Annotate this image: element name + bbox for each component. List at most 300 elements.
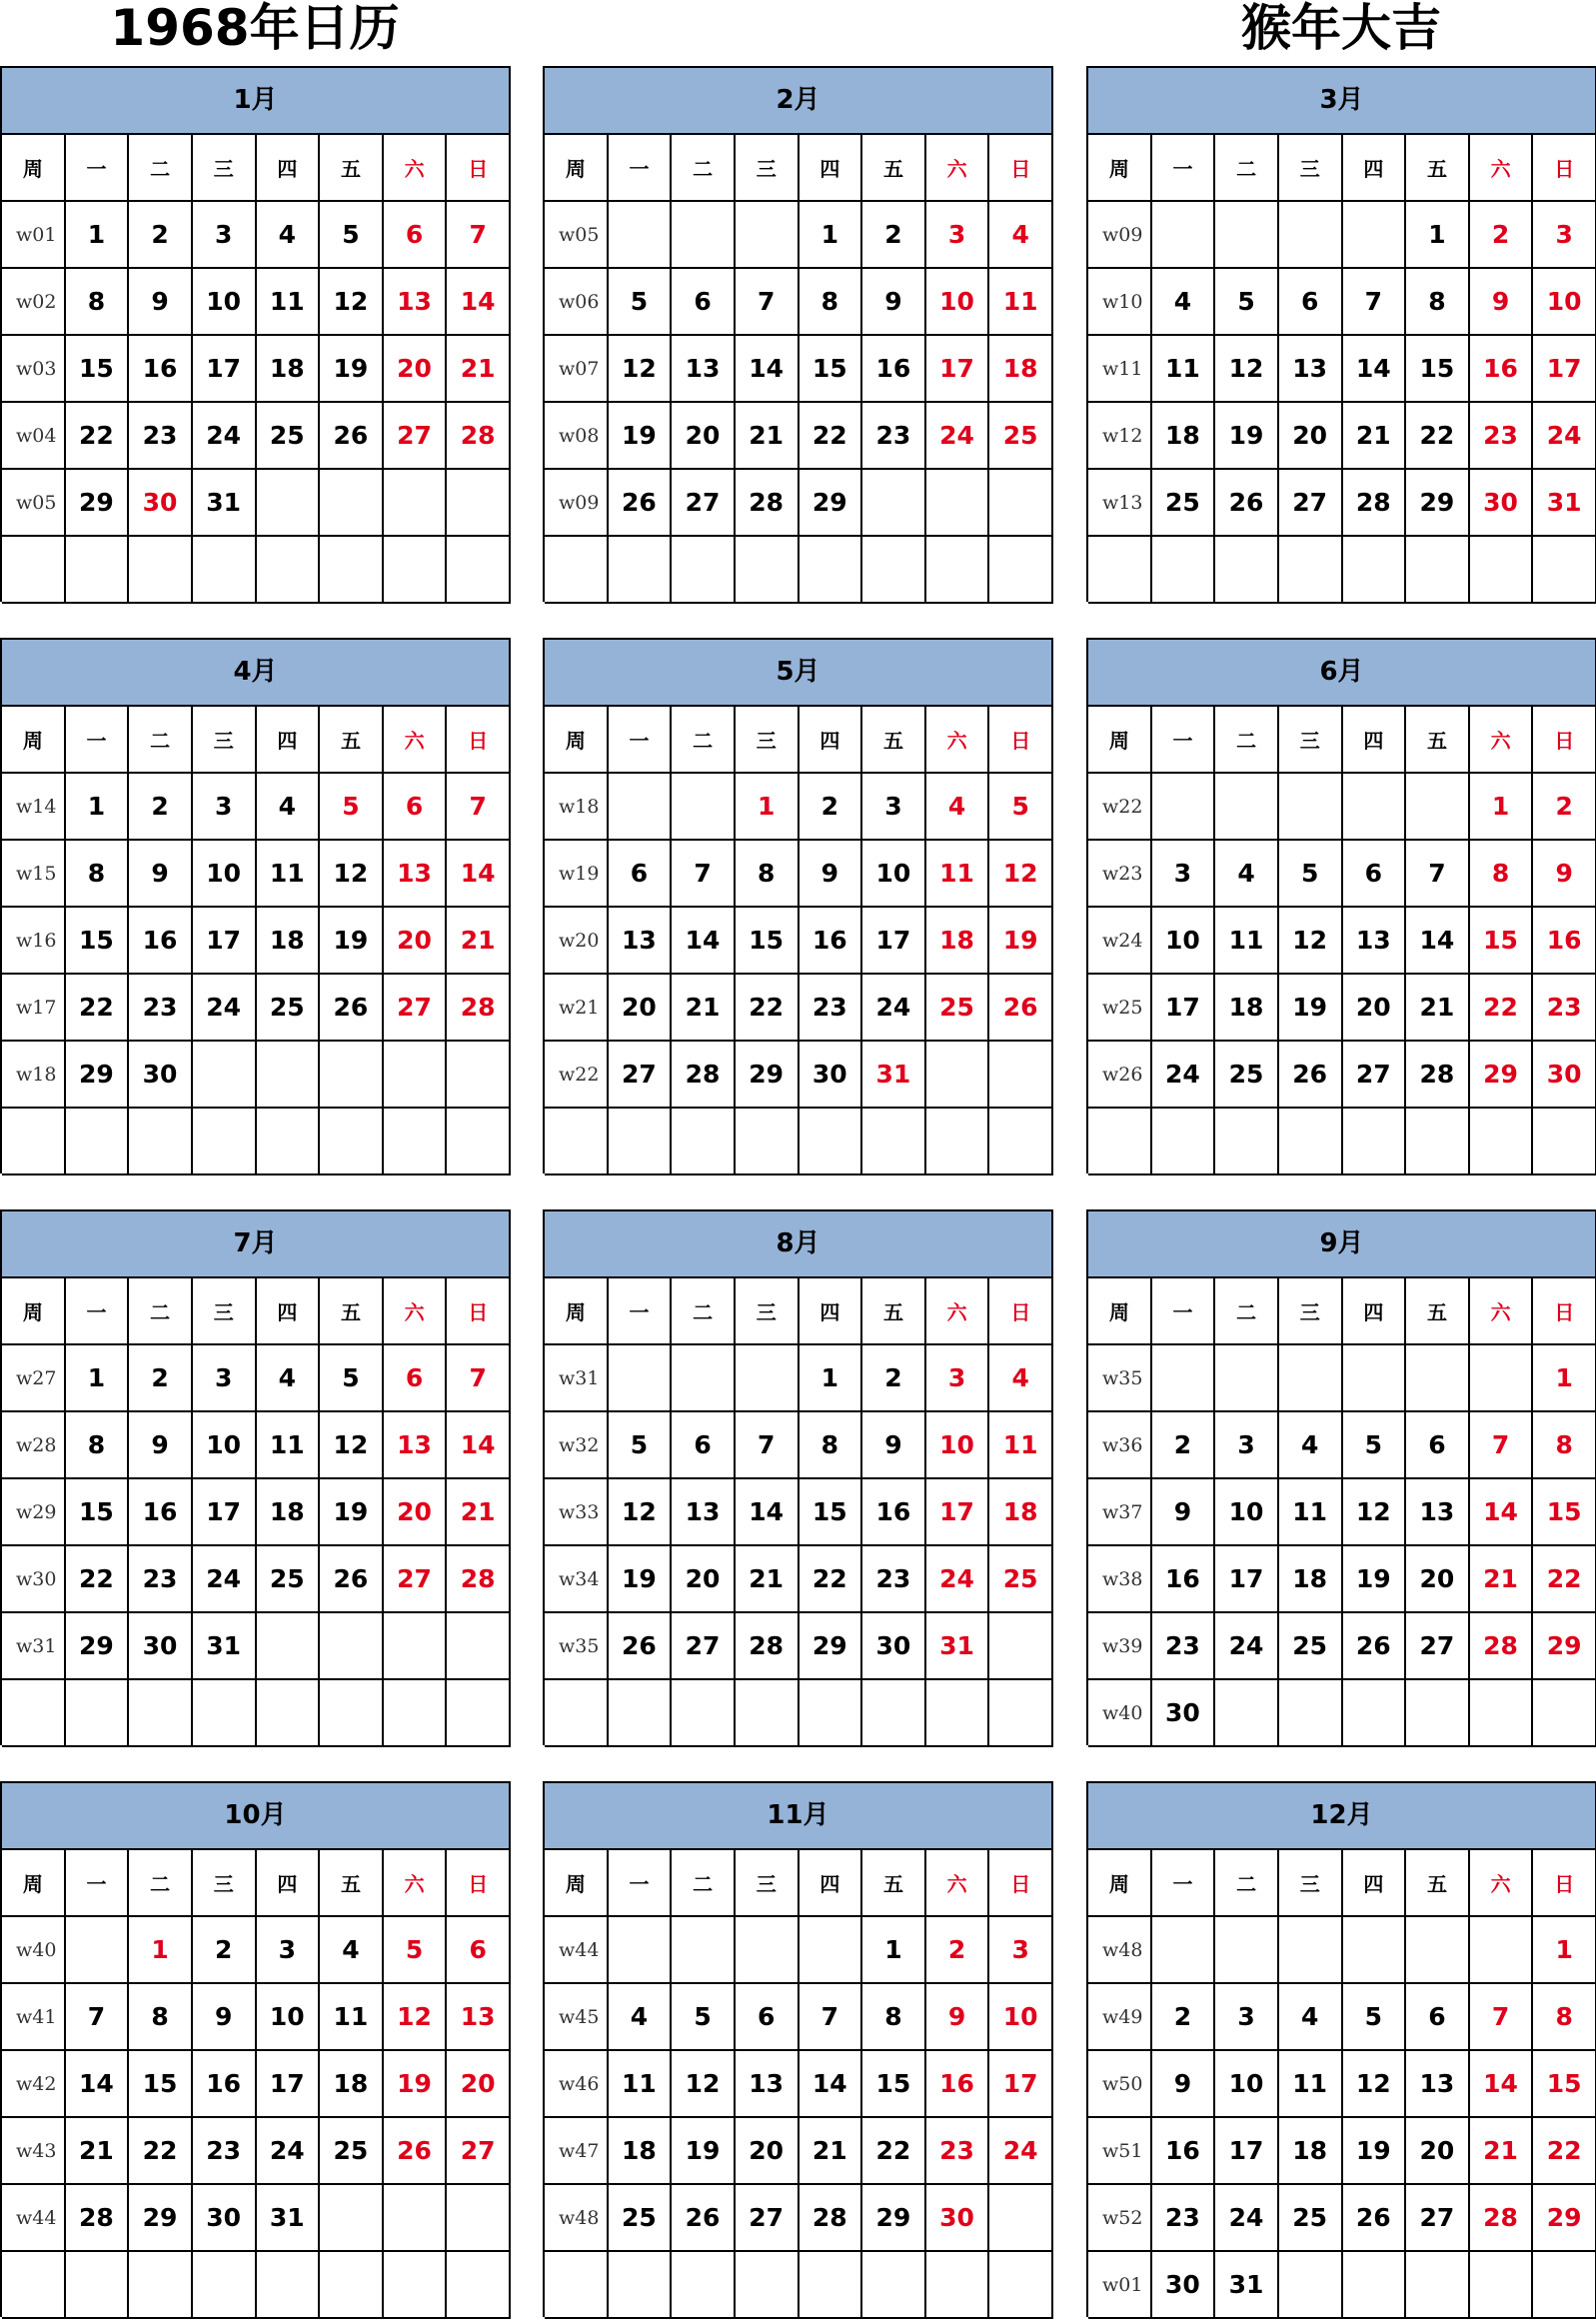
week-number <box>2 1109 66 1175</box>
month-block <box>1086 1781 1596 2317</box>
month-title: 3月 <box>1088 68 1596 135</box>
day-cell: 14 <box>1470 2051 1534 2118</box>
day-cell: 14 <box>1406 908 1470 975</box>
month-grid <box>1088 1278 1596 1747</box>
day-cell: 29 <box>1406 470 1470 537</box>
day-cell <box>384 2252 448 2319</box>
day-cell: 14 <box>1343 336 1407 403</box>
week-column-header: 周 <box>1088 135 1152 202</box>
day-cell: 19 <box>672 2118 736 2185</box>
weekday-header: 日 <box>989 1850 1053 1917</box>
month-block <box>0 66 511 602</box>
day-cell <box>609 1680 673 1747</box>
week-number: w40 <box>2 1917 66 1984</box>
day-cell: 15 <box>799 1479 863 1546</box>
day-cell: 15 <box>1470 908 1534 975</box>
day-cell: 2 <box>129 202 193 269</box>
day-cell <box>1343 2252 1407 2319</box>
weekday-header: 六 <box>1470 135 1534 202</box>
day-cell: 20 <box>384 1479 448 1546</box>
day-cell <box>1215 537 1279 604</box>
day-cell <box>384 470 448 537</box>
day-cell: 22 <box>799 403 863 470</box>
day-cell <box>1152 774 1216 841</box>
month-block <box>543 638 1053 1173</box>
day-cell: 8 <box>862 1984 926 2051</box>
day-cell <box>447 2252 511 2319</box>
day-cell: 12 <box>609 336 673 403</box>
month-block <box>1086 66 1596 602</box>
day-cell <box>384 1109 448 1175</box>
day-cell: 18 <box>257 908 321 975</box>
day-cell: 7 <box>1470 1412 1534 1479</box>
day-cell: 21 <box>1470 1546 1534 1613</box>
day-cell: 18 <box>989 336 1053 403</box>
weekday-header: 日 <box>447 135 511 202</box>
week-number: w17 <box>2 975 66 1042</box>
day-cell <box>66 1917 130 1984</box>
week-column-header: 周 <box>2 1278 66 1345</box>
month-block <box>1086 638 1596 1173</box>
weekday-header: 四 <box>799 1278 863 1345</box>
day-cell <box>1215 1917 1279 1984</box>
week-number: w51 <box>1088 2118 1152 2185</box>
day-cell: 17 <box>1533 336 1596 403</box>
day-cell <box>799 1917 863 1984</box>
week-number: w19 <box>545 841 609 908</box>
day-cell: 18 <box>320 2051 384 2118</box>
day-cell: 21 <box>1343 403 1407 470</box>
day-cell: 28 <box>66 2185 130 2252</box>
day-cell: 17 <box>1215 2118 1279 2185</box>
day-cell: 3 <box>926 202 990 269</box>
day-cell: 18 <box>926 908 990 975</box>
weekday-header: 四 <box>257 1850 321 1917</box>
week-number <box>1088 1109 1152 1175</box>
weekday-header: 二 <box>672 1278 736 1345</box>
day-cell: 26 <box>384 2118 448 2185</box>
day-cell <box>799 1680 863 1747</box>
day-cell <box>320 1109 384 1175</box>
day-cell: 26 <box>1343 1613 1407 1680</box>
day-cell: 23 <box>129 975 193 1042</box>
weekday-header: 日 <box>989 135 1053 202</box>
day-cell: 4 <box>1279 1412 1343 1479</box>
day-cell: 13 <box>1279 336 1343 403</box>
day-cell: 12 <box>320 1412 384 1479</box>
day-cell: 5 <box>609 1412 673 1479</box>
day-cell: 15 <box>736 908 799 975</box>
day-cell <box>1279 1917 1343 1984</box>
day-cell: 30 <box>862 1613 926 1680</box>
month-block <box>543 1209 1053 1745</box>
day-cell: 20 <box>384 336 448 403</box>
day-cell: 15 <box>799 336 863 403</box>
week-number: w29 <box>2 1479 66 1546</box>
week-number: w14 <box>2 774 66 841</box>
day-cell: 18 <box>1215 975 1279 1042</box>
day-cell <box>736 2252 799 2319</box>
day-cell: 8 <box>1533 1984 1596 2051</box>
day-cell: 26 <box>609 1613 673 1680</box>
day-cell <box>799 2252 863 2319</box>
day-cell: 28 <box>1406 1042 1470 1109</box>
weekday-header: 四 <box>1343 135 1407 202</box>
day-cell: 17 <box>193 1479 257 1546</box>
week-number: w49 <box>1088 1984 1152 2051</box>
weekday-header: 日 <box>989 1278 1053 1345</box>
day-cell <box>384 537 448 604</box>
day-cell: 29 <box>1533 1613 1596 1680</box>
day-cell: 16 <box>1152 1546 1216 1613</box>
day-cell: 2 <box>1470 202 1534 269</box>
week-number: w42 <box>2 2051 66 2118</box>
day-cell: 13 <box>672 1479 736 1546</box>
weekday-header: 日 <box>1533 707 1596 774</box>
day-cell: 8 <box>799 1412 863 1479</box>
day-cell: 19 <box>609 1546 673 1613</box>
day-cell <box>1343 1109 1407 1175</box>
day-cell: 24 <box>862 975 926 1042</box>
weekday-header: 三 <box>193 1850 257 1917</box>
day-cell <box>320 537 384 604</box>
month-block <box>1086 1209 1596 1745</box>
weekday-header: 四 <box>799 1850 863 1917</box>
day-cell: 3 <box>1152 841 1216 908</box>
day-cell: 16 <box>129 336 193 403</box>
week-number: w44 <box>545 1917 609 1984</box>
week-number: w07 <box>545 336 609 403</box>
day-cell: 31 <box>1215 2252 1279 2319</box>
day-cell: 11 <box>926 841 990 908</box>
day-cell: 3 <box>257 1917 321 1984</box>
weekday-header: 二 <box>1215 135 1279 202</box>
week-number: w20 <box>545 908 609 975</box>
day-cell: 9 <box>1152 2051 1216 2118</box>
day-cell: 26 <box>989 975 1053 1042</box>
week-number: w09 <box>1088 202 1152 269</box>
day-cell <box>736 1345 799 1412</box>
day-cell <box>257 1042 321 1109</box>
week-number: w46 <box>545 2051 609 2118</box>
day-cell: 18 <box>257 1479 321 1546</box>
day-cell <box>447 537 511 604</box>
weekday-header: 六 <box>926 707 990 774</box>
day-cell: 1 <box>66 202 130 269</box>
week-number: w34 <box>545 1546 609 1613</box>
weekday-header: 四 <box>799 135 863 202</box>
day-cell: 30 <box>926 2185 990 2252</box>
day-cell: 22 <box>1406 403 1470 470</box>
weekday-header: 一 <box>66 707 130 774</box>
day-cell: 1 <box>129 1917 193 1984</box>
day-cell: 23 <box>799 975 863 1042</box>
day-cell: 5 <box>1343 1984 1407 2051</box>
day-cell <box>193 537 257 604</box>
day-cell <box>672 1109 736 1175</box>
day-cell: 15 <box>129 2051 193 2118</box>
day-cell: 28 <box>1343 470 1407 537</box>
day-cell: 10 <box>193 1412 257 1479</box>
day-cell: 13 <box>384 1412 448 1479</box>
day-cell <box>129 2252 193 2319</box>
day-cell <box>672 1917 736 1984</box>
day-cell: 18 <box>1152 403 1216 470</box>
day-cell: 17 <box>1152 975 1216 1042</box>
day-cell: 7 <box>447 202 511 269</box>
day-cell: 7 <box>1343 269 1407 336</box>
day-cell: 5 <box>1343 1412 1407 1479</box>
day-cell <box>926 537 990 604</box>
day-cell <box>1406 1109 1470 1175</box>
month-grid <box>1088 135 1596 604</box>
week-column-header: 周 <box>1088 1850 1152 1917</box>
day-cell: 19 <box>320 1479 384 1546</box>
day-cell: 23 <box>926 2118 990 2185</box>
weekday-header: 三 <box>1279 1850 1343 1917</box>
day-cell: 19 <box>384 2051 448 2118</box>
week-number: w48 <box>545 2185 609 2252</box>
weekday-header: 一 <box>1152 1850 1216 1917</box>
day-cell: 9 <box>129 269 193 336</box>
day-cell: 27 <box>384 1546 448 1613</box>
day-cell: 4 <box>320 1917 384 1984</box>
day-cell <box>1470 2252 1534 2319</box>
day-cell: 2 <box>1152 1412 1216 1479</box>
day-cell <box>862 1680 926 1747</box>
day-cell: 2 <box>1533 774 1596 841</box>
day-cell: 21 <box>736 1546 799 1613</box>
day-cell: 24 <box>926 403 990 470</box>
day-cell <box>609 537 673 604</box>
weekday-header: 六 <box>926 135 990 202</box>
weekday-header: 一 <box>66 135 130 202</box>
day-cell: 20 <box>1343 975 1407 1042</box>
week-number: w15 <box>2 841 66 908</box>
day-cell: 8 <box>799 269 863 336</box>
day-cell <box>989 1109 1053 1175</box>
weekday-header: 五 <box>320 707 384 774</box>
day-cell: 16 <box>193 2051 257 2118</box>
week-number <box>545 2252 609 2319</box>
day-cell: 28 <box>447 1546 511 1613</box>
day-cell <box>1279 774 1343 841</box>
day-cell: 30 <box>799 1042 863 1109</box>
week-number: w37 <box>1088 1479 1152 1546</box>
month-title: 6月 <box>1088 640 1596 707</box>
day-cell: 23 <box>1533 975 1596 1042</box>
day-cell: 1 <box>1533 1917 1596 1984</box>
day-cell: 3 <box>1533 202 1596 269</box>
weekday-header: 四 <box>799 707 863 774</box>
day-cell <box>862 1109 926 1175</box>
day-cell <box>989 470 1053 537</box>
day-cell: 7 <box>672 841 736 908</box>
day-cell <box>447 1109 511 1175</box>
month-title: 1月 <box>2 68 511 135</box>
day-cell: 8 <box>1533 1412 1596 1479</box>
weekday-header: 六 <box>1470 707 1534 774</box>
day-cell: 13 <box>384 269 448 336</box>
day-cell: 4 <box>257 774 321 841</box>
day-cell: 24 <box>1215 1613 1279 1680</box>
weekday-header: 三 <box>736 707 799 774</box>
week-number: w05 <box>2 470 66 537</box>
day-cell: 26 <box>320 1546 384 1613</box>
week-number: w38 <box>1088 1546 1152 1613</box>
day-cell: 9 <box>862 1412 926 1479</box>
weekday-header: 三 <box>193 1278 257 1345</box>
weekday-header: 五 <box>1406 1278 1470 1345</box>
day-cell: 2 <box>129 1345 193 1412</box>
weekday-header: 一 <box>1152 1278 1216 1345</box>
week-number: w52 <box>1088 2185 1152 2252</box>
day-cell: 12 <box>1343 1479 1407 1546</box>
day-cell: 18 <box>989 1479 1053 1546</box>
day-cell <box>1406 2252 1470 2319</box>
day-cell: 19 <box>1343 2118 1407 2185</box>
day-cell: 19 <box>989 908 1053 975</box>
day-cell: 11 <box>1279 2051 1343 2118</box>
day-cell: 25 <box>989 1546 1053 1613</box>
month-block <box>0 1781 511 2317</box>
month-title: 4月 <box>2 640 511 707</box>
day-cell: 29 <box>1533 2185 1596 2252</box>
weekday-header: 二 <box>129 707 193 774</box>
day-cell: 25 <box>609 2185 673 2252</box>
weekday-header: 三 <box>736 1850 799 1917</box>
day-cell: 29 <box>1470 1042 1534 1109</box>
week-column-header: 周 <box>2 707 66 774</box>
week-number <box>2 2252 66 2319</box>
day-cell: 22 <box>1470 975 1534 1042</box>
day-cell: 5 <box>1215 269 1279 336</box>
day-cell: 11 <box>257 1412 321 1479</box>
day-cell: 25 <box>257 975 321 1042</box>
day-cell: 25 <box>1152 470 1216 537</box>
day-cell <box>672 537 736 604</box>
day-cell <box>1470 537 1534 604</box>
weekday-header: 六 <box>1470 1278 1534 1345</box>
month-grid <box>545 135 1053 604</box>
day-cell <box>609 774 673 841</box>
weekday-header: 五 <box>862 1850 926 1917</box>
day-cell <box>1533 1680 1596 1747</box>
day-cell: 15 <box>66 336 130 403</box>
day-cell: 20 <box>1406 1546 1470 1613</box>
day-cell <box>1343 1917 1407 1984</box>
day-cell: 3 <box>193 774 257 841</box>
day-cell: 7 <box>447 1345 511 1412</box>
day-cell: 25 <box>926 975 990 1042</box>
day-cell: 16 <box>926 2051 990 2118</box>
weekday-header: 二 <box>129 1278 193 1345</box>
day-cell <box>926 2252 990 2319</box>
page-title: 1968年日历 <box>110 0 400 57</box>
day-cell: 10 <box>193 269 257 336</box>
day-cell: 11 <box>257 841 321 908</box>
day-cell: 22 <box>736 975 799 1042</box>
day-cell: 9 <box>862 269 926 336</box>
week-number: w08 <box>545 403 609 470</box>
week-number: w35 <box>1088 1345 1152 1412</box>
day-cell: 21 <box>447 908 511 975</box>
day-cell: 14 <box>66 2051 130 2118</box>
day-cell <box>672 774 736 841</box>
day-cell: 11 <box>1215 908 1279 975</box>
day-cell <box>1533 1109 1596 1175</box>
day-cell: 1 <box>799 1345 863 1412</box>
day-cell: 10 <box>926 1412 990 1479</box>
day-cell: 9 <box>1470 269 1534 336</box>
day-cell: 1 <box>862 1917 926 1984</box>
day-cell: 17 <box>989 2051 1053 2118</box>
day-cell: 11 <box>989 1412 1053 1479</box>
day-cell: 5 <box>1279 841 1343 908</box>
day-cell: 22 <box>66 975 130 1042</box>
week-number: w21 <box>545 975 609 1042</box>
day-cell: 11 <box>989 269 1053 336</box>
week-number: w25 <box>1088 975 1152 1042</box>
week-number: w13 <box>1088 470 1152 537</box>
day-cell: 21 <box>799 2118 863 2185</box>
weekday-header: 五 <box>862 135 926 202</box>
day-cell: 6 <box>384 1345 448 1412</box>
day-cell: 1 <box>1533 1345 1596 1412</box>
weekday-header: 五 <box>320 1850 384 1917</box>
day-cell <box>926 1042 990 1109</box>
week-number: w47 <box>545 2118 609 2185</box>
day-cell: 6 <box>672 269 736 336</box>
day-cell: 4 <box>926 774 990 841</box>
week-number: w06 <box>545 269 609 336</box>
day-cell: 7 <box>799 1984 863 2051</box>
day-cell <box>1279 1680 1343 1747</box>
day-cell <box>609 1345 673 1412</box>
week-number: w22 <box>545 1042 609 1109</box>
month-grid <box>1088 1850 1596 2319</box>
weekday-header: 五 <box>1406 707 1470 774</box>
day-cell <box>736 537 799 604</box>
day-cell <box>257 537 321 604</box>
weekday-header: 五 <box>1406 1850 1470 1917</box>
weekday-header: 五 <box>862 707 926 774</box>
weekday-header: 四 <box>257 135 321 202</box>
day-cell: 12 <box>320 841 384 908</box>
day-cell: 9 <box>1533 841 1596 908</box>
day-cell: 9 <box>193 1984 257 2051</box>
weekday-header: 二 <box>129 1850 193 1917</box>
day-cell: 8 <box>129 1984 193 2051</box>
day-cell: 2 <box>129 774 193 841</box>
day-cell: 27 <box>384 403 448 470</box>
day-cell: 29 <box>66 470 130 537</box>
day-cell: 12 <box>384 1984 448 2051</box>
day-cell: 14 <box>736 1479 799 1546</box>
day-cell: 6 <box>1279 269 1343 336</box>
day-cell: 23 <box>129 403 193 470</box>
month-title: 11月 <box>545 1783 1053 1850</box>
day-cell <box>672 1680 736 1747</box>
day-cell: 12 <box>1215 336 1279 403</box>
day-cell <box>1215 1109 1279 1175</box>
day-cell: 6 <box>447 1917 511 1984</box>
day-cell <box>609 2252 673 2319</box>
day-cell <box>1406 1680 1470 1747</box>
week-number <box>545 1680 609 1747</box>
week-column-header: 周 <box>2 135 66 202</box>
day-cell <box>1343 774 1407 841</box>
